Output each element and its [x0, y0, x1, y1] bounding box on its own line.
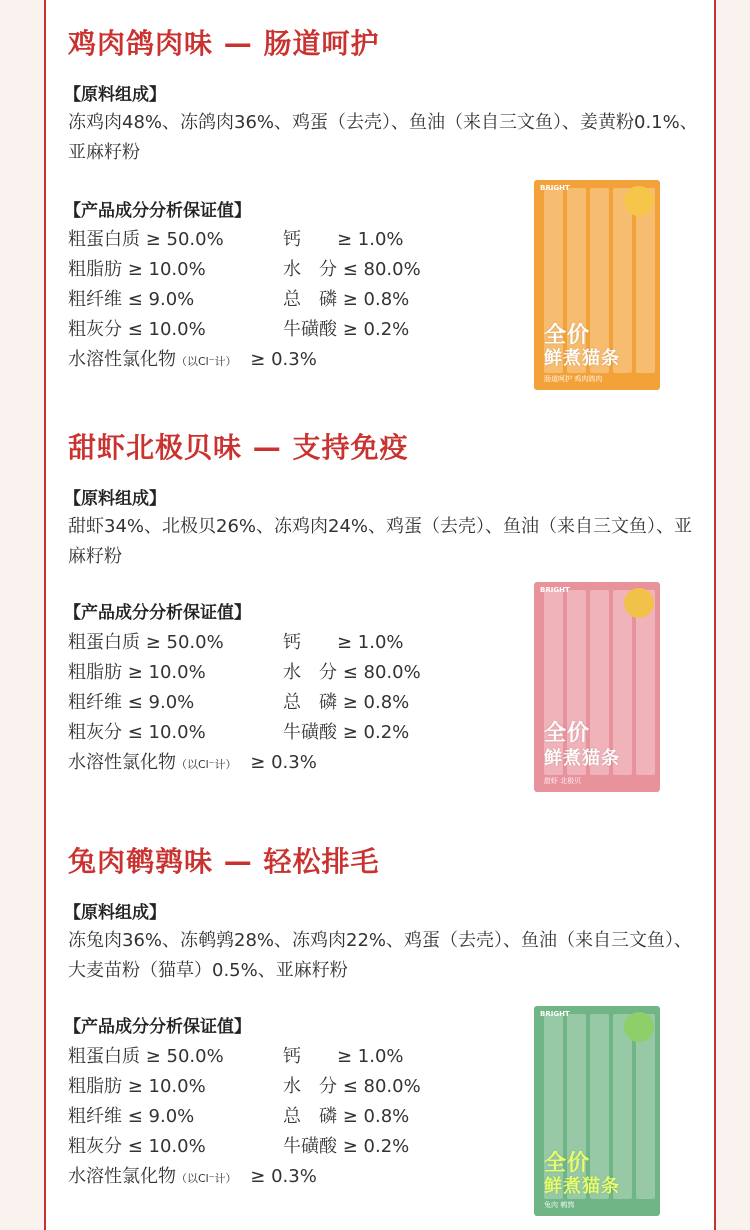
analysis-value: 水 分 ≤ 80.0% — [283, 662, 421, 683]
product-package-image — [534, 582, 660, 792]
package-box — [534, 1006, 660, 1216]
package-tag: 兔肉 鹌鹑 — [544, 1201, 575, 1209]
analysis-value: 钙 ≥ 1.0% — [283, 1046, 404, 1067]
analysis-heading: 【产品成分分析保证值】 — [64, 201, 251, 221]
package-tag: 甜虾 北极贝 — [544, 777, 582, 785]
analysis-value: 粗脂肪 ≥ 10.0% — [68, 1076, 206, 1097]
analysis-value: 粗灰分 ≤ 10.0% — [68, 319, 206, 340]
analysis-value: 粗蛋白质 ≥ 50.0% — [68, 632, 224, 653]
analysis-heading: 【产品成分分析保证值】 — [64, 1017, 251, 1037]
ingredients-text: 冻兔肉36%、冻鹌鹑28%、冻鸡肉22%、鸡蛋（去壳）、鱼油（来自三文鱼）、大麦苗粉（猫草）0.5%、亚麻籽粉 — [68, 930, 693, 981]
chloride-label: 水溶性氯化物 — [68, 1166, 176, 1187]
analysis-value: 粗灰分 ≤ 10.0% — [68, 722, 206, 743]
product-package-image — [534, 1006, 660, 1216]
analysis-value: 粗蛋白质 ≥ 50.0% — [68, 1046, 224, 1067]
package-brand: BRIGHT — [540, 1010, 570, 1018]
chloride-row — [68, 345, 317, 375]
package-title-line2: 鲜煮猫条 — [544, 748, 620, 769]
chloride-note: （以Cl⁻计） — [176, 355, 237, 368]
chloride-note: （以Cl⁻计） — [176, 1172, 237, 1185]
analysis-value: 牛磺酸 ≥ 0.2% — [283, 1136, 410, 1157]
analysis-value: 粗蛋白质 ≥ 50.0% — [68, 229, 224, 250]
chloride-label: 水溶性氯化物 — [68, 752, 176, 773]
package-brand: BRIGHT — [540, 184, 570, 192]
analysis-heading: 【产品成分分析保证值】 — [64, 603, 251, 623]
analysis-value: 总 磷 ≥ 0.8% — [283, 692, 410, 713]
chloride-label: 水溶性氯化物 — [68, 349, 176, 370]
analysis-value: 粗纤维 ≤ 9.0% — [68, 289, 195, 310]
package-badge — [624, 186, 654, 216]
ingredients-text: 甜虾34%、北极贝26%、冻鸡肉24%、鸡蛋（去壳）、鱼油（来自三文鱼）、亚麻籽粉 — [68, 516, 693, 567]
analysis-value: 牛磺酸 ≥ 0.2% — [283, 319, 410, 340]
analysis-value: 水 分 ≤ 80.0% — [283, 1076, 421, 1097]
ingredients-heading: 【原料组成】 — [64, 903, 166, 923]
chloride-row — [68, 748, 317, 778]
package-title-line1: 全价 — [544, 721, 591, 746]
package-title-line1: 全价 — [544, 1151, 591, 1176]
chloride-value: ≥ 0.3% — [250, 349, 317, 370]
ingredients-heading: 【原料组成】 — [64, 489, 166, 509]
analysis-value: 牛磺酸 ≥ 0.2% — [283, 722, 410, 743]
analysis-value: 粗纤维 ≤ 9.0% — [68, 692, 195, 713]
section-title: 兔肉鹌鹑味 — 轻松排毛 — [68, 845, 380, 878]
analysis-value: 总 磷 ≥ 0.8% — [283, 1106, 410, 1127]
package-box — [534, 180, 660, 390]
package-box — [534, 582, 660, 792]
analysis-value: 总 磷 ≥ 0.8% — [283, 289, 410, 310]
analysis-value: 钙 ≥ 1.0% — [283, 229, 404, 250]
package-badge — [624, 588, 654, 618]
section-title: 鸡肉鸽肉味 — 肠道呵护 — [68, 27, 380, 60]
chloride-row — [68, 1162, 317, 1192]
analysis-value: 水 分 ≤ 80.0% — [283, 259, 421, 280]
analysis-value: 粗脂肪 ≥ 10.0% — [68, 662, 206, 683]
analysis-value: 粗纤维 ≤ 9.0% — [68, 1106, 195, 1127]
package-badge — [624, 1012, 654, 1042]
analysis-value: 粗脂肪 ≥ 10.0% — [68, 259, 206, 280]
ingredients-heading: 【原料组成】 — [64, 85, 166, 105]
package-brand: BRIGHT — [540, 586, 570, 594]
package-tag: 肠道呵护 鸡肉鸽肉 — [544, 375, 603, 383]
chloride-value: ≥ 0.3% — [250, 1166, 317, 1187]
chloride-value: ≥ 0.3% — [250, 752, 317, 773]
package-title-line2: 鲜煮猫条 — [544, 348, 620, 369]
package-title-line2: 鲜煮猫条 — [544, 1176, 620, 1197]
content-panel — [44, 0, 716, 1230]
section-title: 甜虾北极贝味 — 支持免疫 — [68, 431, 409, 464]
analysis-value: 钙 ≥ 1.0% — [283, 632, 404, 653]
ingredients-text: 冻鸡肉48%、冻鸽肉36%、鸡蛋（去壳）、鱼油（来自三文鱼）、姜黄粉0.1%、亚麻籽粉 — [68, 112, 698, 163]
package-title-line1: 全价 — [544, 323, 591, 348]
analysis-value: 粗灰分 ≤ 10.0% — [68, 1136, 206, 1157]
product-package-image — [534, 180, 660, 390]
chloride-note: （以Cl⁻计） — [176, 758, 237, 771]
